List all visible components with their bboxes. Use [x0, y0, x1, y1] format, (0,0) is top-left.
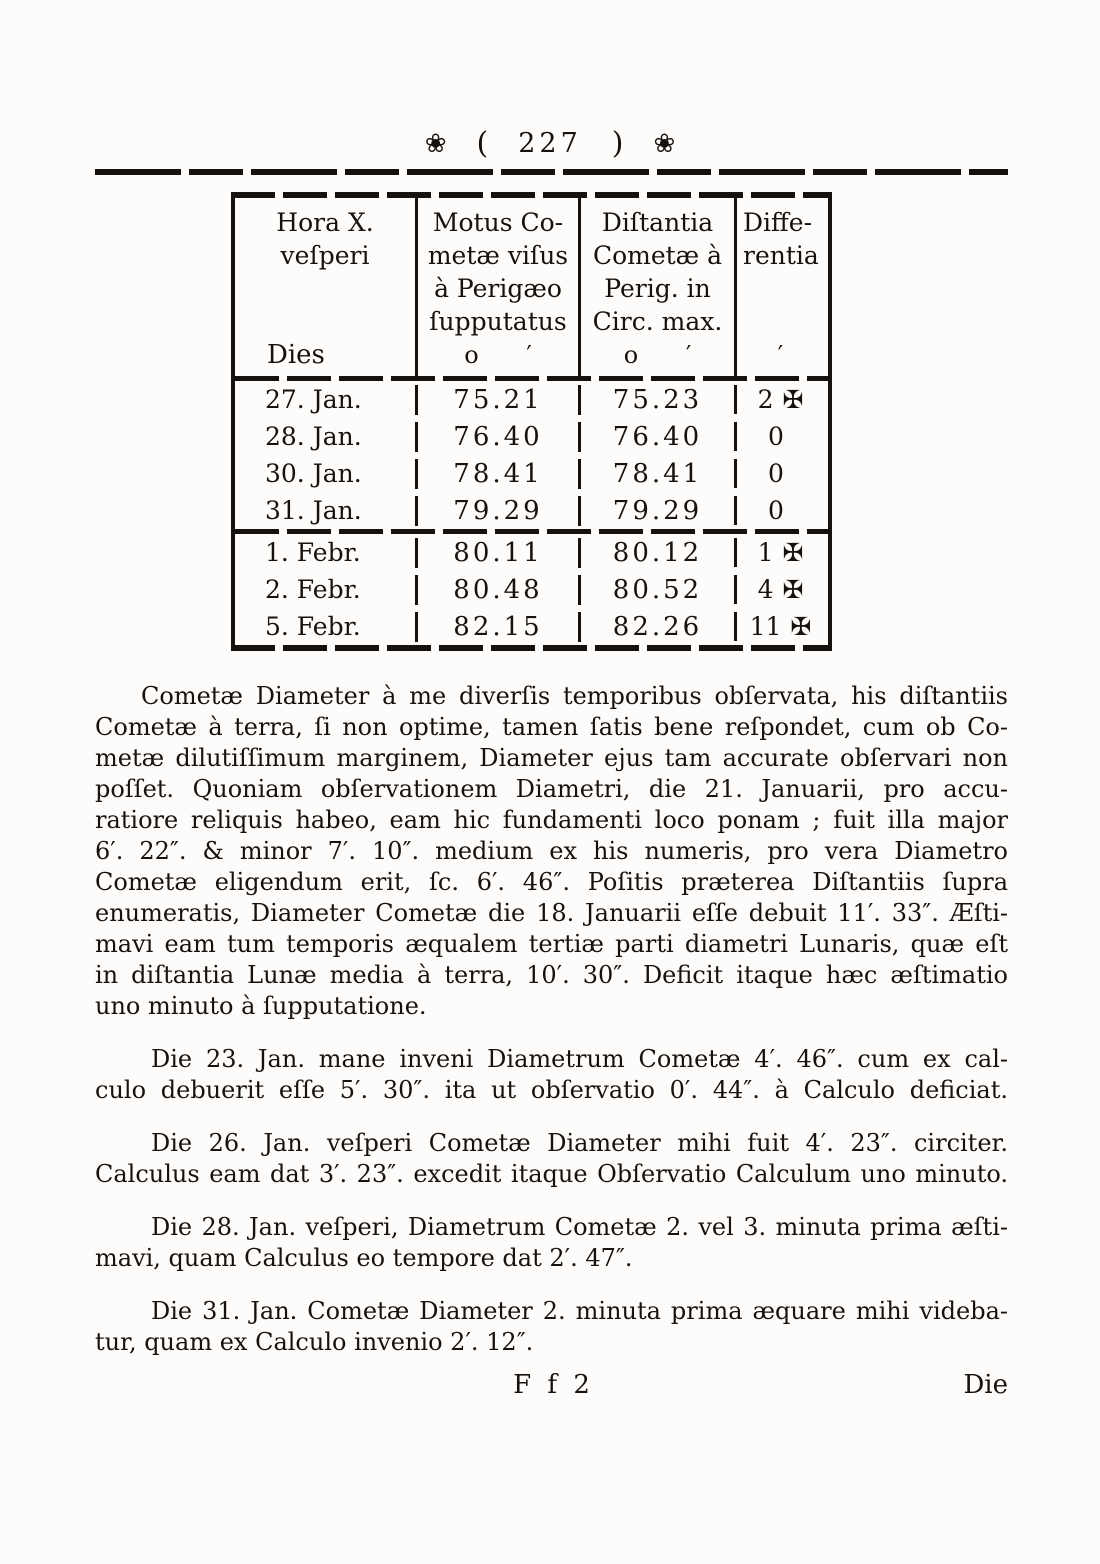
header-rule: [95, 169, 1008, 175]
text-line: mavi eam tum temporis æqualem tertiæ parti diametri Lunaris, quæ eſt: [95, 930, 1008, 958]
signature-mark: F f 2: [513, 1370, 590, 1400]
dies-label: Dies: [267, 340, 325, 370]
text-line: Die 31. Jan. Cometæ Diameter 2. minuta prima æquare mihi videba-: [151, 1297, 1008, 1325]
text-line: Die 23. Jan. mane inveni Diametrum Cometæ 4′. 46″. cum ex cal-: [151, 1045, 1008, 1073]
table-body: [231, 198, 832, 645]
header-line: ſupputatus: [429, 307, 567, 336]
cell-motus: 80.11: [415, 538, 578, 568]
body-text: [95, 681, 1008, 1358]
table-row: [235, 608, 828, 645]
text-line: Calculus eam dat 3′. 23″. excedit itaque Obſervatio Calculum uno minuto.: [95, 1160, 1008, 1188]
table-row: [235, 455, 828, 492]
table-row: [235, 418, 828, 455]
header-line: veſperi: [280, 241, 370, 270]
column-title: [418, 198, 578, 338]
paren-close: ): [611, 126, 624, 161]
cell-date: 28. Jan.: [265, 422, 362, 451]
diff-value: 0: [768, 496, 784, 525]
table-row: [235, 534, 828, 571]
column-title: [581, 198, 734, 338]
column-title: [235, 198, 415, 272]
cell-date: 5. Febr.: [265, 612, 361, 641]
text-line: metæ dilutiſſimum marginem, Diameter ejus tam accurate obſervari non: [95, 744, 1008, 772]
table-row: [235, 571, 828, 608]
cell-differentia: [734, 385, 824, 414]
maltese-cross-icon: ✠: [782, 575, 804, 604]
text-line: tur, quam ex Calculo invenio 2′. 12″.: [95, 1328, 534, 1356]
diff-value: 0: [768, 459, 784, 488]
cell-distantia: 79.29: [578, 496, 734, 526]
maltese-cross-icon: ✠: [790, 612, 812, 641]
header-line: Circ. max.: [592, 307, 723, 336]
text-line: Cometæ eligendum erit, ſc. 6′. 46″. Poſitis præterea Diſtantiis ſupra: [95, 868, 1008, 896]
cell-distantia: 82.26: [578, 612, 734, 642]
cell-motus: 78.41: [415, 459, 578, 489]
cell-distantia: 76.40: [578, 422, 734, 452]
header-line: metæ viſus: [427, 241, 569, 270]
cell-differentia: [734, 538, 824, 567]
diff-value: 11: [749, 612, 782, 641]
text-line: mavi, quam Calculus eo tempore dat 2′. 47″.: [95, 1244, 633, 1272]
header-line: rentia: [743, 241, 819, 270]
cell-motus: 80.48: [415, 575, 578, 605]
cell-differentia: [734, 422, 824, 451]
florette-ornament-right: ❀: [653, 128, 676, 159]
header-line: Perig. in: [604, 274, 711, 303]
cell-motus: 82.15: [415, 612, 578, 642]
paren-open: (: [476, 126, 489, 161]
maltese-cross-icon: ✠: [782, 385, 804, 414]
cell-distantia: 80.52: [578, 575, 734, 605]
cell-distantia: 78.41: [578, 459, 734, 489]
header-line: Diffe-: [743, 208, 813, 237]
table-bottom-rule: [231, 645, 832, 651]
header-line: Cometæ à: [592, 241, 723, 270]
florette-ornament-left: ❀: [424, 128, 447, 159]
diff-value: 2: [757, 385, 774, 414]
catchword: Die: [963, 1370, 1008, 1400]
diff-value: 4: [757, 575, 774, 604]
header-line: Diſtantia: [601, 208, 714, 237]
cell-distantia: 80.12: [578, 538, 734, 568]
paragraph: [95, 1044, 1008, 1106]
header-cell-distantia: [578, 198, 734, 376]
diff-value: 0: [768, 422, 784, 451]
header-cell-motus: [415, 198, 578, 376]
table-row: [235, 492, 828, 529]
text-line: ratiore reliquis habeo, eam hic fundamenti loco ponam ; fuit illa major: [95, 806, 1008, 834]
cell-date: 2. Febr.: [265, 575, 361, 604]
paragraph: [95, 1212, 1008, 1274]
units-row: ′: [777, 341, 784, 369]
cell-differentia: [734, 496, 824, 525]
header-line: Motus Co-: [432, 208, 564, 237]
cell-motus: 76.40: [415, 422, 578, 452]
cell-date: 31. Jan.: [265, 496, 362, 525]
units-row: o ′: [464, 341, 532, 369]
cell-differentia: [734, 575, 824, 604]
paragraph: [95, 1296, 1008, 1358]
maltese-cross-icon: ✠: [782, 538, 804, 567]
table-header-row: [235, 198, 828, 376]
diff-value: 1: [757, 538, 774, 567]
text-line: in diſtantia Lunæ media à terra, 10′. 30″. Deficit itaque hæc æſtimatio: [95, 961, 1008, 989]
text-line: Cometæ Diameter à me diverſis temporibus obſervata, his diſtantiis: [141, 682, 1008, 710]
header-line: à Perigæo: [434, 274, 562, 303]
text-line: uno minuto à ſupputatione.: [95, 992, 427, 1020]
table-row: [235, 381, 828, 418]
page-number: 227: [518, 128, 582, 159]
header-line: Hora X.: [276, 208, 374, 237]
paragraph: [95, 681, 1008, 1022]
text-line: 6′. 22″. & minor 7′. 10″. medium ex his numeris, pro vera Diametro: [95, 837, 1008, 865]
cell-date: 1. Febr.: [265, 538, 361, 567]
cell-motus: 79.29: [415, 496, 578, 526]
cell-differentia: [734, 612, 824, 641]
paragraph: [95, 1128, 1008, 1190]
header-cell-differentia: [734, 198, 824, 376]
cell-motus: 75.21: [415, 385, 578, 415]
text-line: poſſet. Quoniam obſervationem Diametri, die 21. Januarii, pro accu-: [95, 775, 1008, 803]
cell-differentia: [734, 459, 824, 488]
text-line: Die 28. Jan. veſperi, Diametrum Cometæ 2. vel 3. minuta prima æſti-: [151, 1213, 1008, 1241]
text-line: culo debuerit eſſe 5′. 30″. ita ut obſervatio 0′. 44″. à Calculo deficiat.: [95, 1076, 1008, 1104]
text-line: Cometæ à terra, ſi non optime, tamen ſatis bene reſpondet, cum ob Co-: [95, 713, 1008, 741]
header-cell-dies: [235, 198, 415, 376]
cell-date: 27. Jan.: [265, 385, 362, 414]
text-line: Die 26. Jan. veſperi Cometæ Diameter mihi fuit 4′. 23″. circiter.: [151, 1129, 1008, 1157]
cell-date: 30. Jan.: [265, 459, 362, 488]
units-row: o ′: [623, 341, 692, 369]
page-header: [0, 126, 1100, 161]
column-title: [737, 198, 824, 272]
observation-table: [231, 192, 832, 651]
page-footer: [95, 1370, 1008, 1410]
text-line: enumeratis, Diameter Cometæ die 18. Januarii eſſe debuit 11′. 33″. Æſti-: [95, 899, 1008, 927]
cell-distantia: 75.23: [578, 385, 734, 415]
